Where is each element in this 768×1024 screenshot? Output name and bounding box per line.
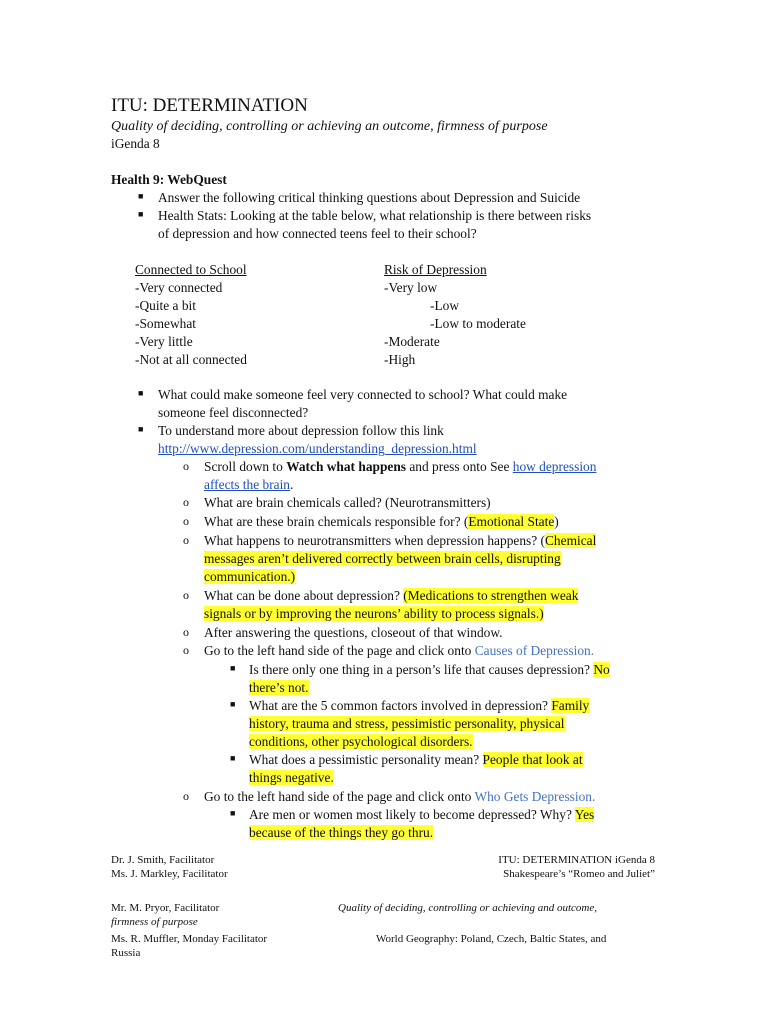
table-cell: -Low to moderate bbox=[430, 316, 526, 331]
question-connected: What could make someone feel very connected to school? What could make bbox=[158, 387, 568, 402]
sq-only-one-thing: Is there only one thing in a person’s life that causes depression? No bbox=[249, 662, 610, 677]
square-bullet-icon: ■ bbox=[230, 753, 236, 763]
sub-brain-chemicals: What are brain chemicals called? (Neurotransmitters) bbox=[204, 495, 491, 510]
footer-facilitator-3: Mr. M. Pryor, Facilitator bbox=[111, 902, 220, 914]
sub-neurotransmitters-cont2: communication.) bbox=[204, 569, 296, 584]
sq-pessimistic: What does a pessimistic personality mean? People that look at bbox=[249, 752, 583, 767]
square-bullet-icon: ■ bbox=[138, 209, 144, 219]
who-gets-link[interactable]: Who Gets Depression. bbox=[474, 789, 596, 804]
sub-who-gets: Go to the left hand side of the page and click onto Who Gets Depression. bbox=[204, 789, 596, 804]
section-heading: Health 9: WebQuest bbox=[111, 172, 227, 187]
sq-pessimistic-cont: things negative. bbox=[249, 770, 334, 785]
sq-only-one-thing-cont: there’s not. bbox=[249, 680, 309, 695]
sq-five-factors-cont: history, trauma and stress, pessimistic personality, physical bbox=[249, 716, 565, 731]
circle-bullet-icon: o bbox=[183, 495, 189, 509]
circle-bullet-icon: o bbox=[183, 459, 189, 473]
table-cell: -Not at all connected bbox=[135, 352, 247, 367]
igenda-label: iGenda 8 bbox=[111, 136, 160, 151]
circle-bullet-icon: o bbox=[183, 789, 189, 803]
circle-bullet-icon: o bbox=[183, 643, 189, 657]
depression-link[interactable]: http://www.depression.com/understanding_depression.html bbox=[158, 441, 477, 456]
bullet-health-stats: Health Stats: Looking at the table below, what relationship is there between risks bbox=[158, 208, 592, 223]
sq-men-women: Are men or women most likely to become depressed? Why? Yes bbox=[249, 807, 595, 822]
footer-russia: Russia bbox=[111, 947, 141, 959]
circle-bullet-icon: o bbox=[183, 625, 189, 639]
table-cell: -Low bbox=[430, 298, 460, 313]
sub-causes: Go to the left hand side of the page and click onto Causes of Depression. bbox=[204, 643, 595, 658]
brain-link[interactable]: how depression bbox=[512, 459, 597, 474]
brain-link-cont[interactable]: affects the brain bbox=[204, 477, 291, 492]
sq-five-factors-cont2: conditions, other psychological disorders. bbox=[249, 734, 473, 749]
sub-neurotransmitters-cont: messages aren’t delivered correctly between brain cells, disrupting bbox=[204, 551, 561, 566]
square-bullet-icon: ■ bbox=[230, 663, 236, 673]
footer-firmness: firmness of purpose bbox=[111, 916, 198, 928]
square-bullet-icon: ■ bbox=[138, 388, 144, 398]
square-bullet-icon: ■ bbox=[138, 424, 144, 434]
sub-scroll-down-cont: affects the brain. bbox=[204, 477, 294, 492]
footer-facilitator-1: Dr. J. Smith, Facilitator bbox=[111, 854, 215, 866]
causes-link[interactable]: Causes of Depression. bbox=[474, 643, 595, 658]
bullet-health-stats-cont: of depression and how connected teens feel to their school? bbox=[158, 226, 477, 241]
sub-what-done-cont: signals or by improving the neurons’ ability to process signals.) bbox=[204, 606, 544, 621]
page-title: ITU: DETERMINATION bbox=[111, 95, 308, 116]
sub-closeout: After answering the questions, closeout of that window. bbox=[204, 625, 503, 640]
table-cell: -Moderate bbox=[384, 334, 440, 349]
footer-shakespeare: Shakespeare’s “Romeo and Juliet” bbox=[503, 868, 655, 880]
footer-geography: World Geography: Poland, Czech, Baltic States, and bbox=[376, 933, 607, 945]
footer-facilitator-4: Ms. R. Muffler, Monday Facilitator bbox=[111, 933, 268, 945]
bullet-instructions: Answer the following critical thinking questions about Depression and Suicide bbox=[158, 190, 581, 205]
sq-men-women-cont: because of the things they go thru. bbox=[249, 825, 434, 840]
footer-quality: Quality of deciding, controlling or achieving and outcome, bbox=[338, 902, 597, 914]
footer-itu: ITU: DETERMINATION iGenda 8 bbox=[498, 854, 655, 866]
table-cell: -Somewhat bbox=[135, 316, 196, 331]
footer-facilitator-2: Ms. J. Markley, Facilitator bbox=[111, 868, 228, 880]
square-bullet-icon: ■ bbox=[230, 699, 236, 709]
col-header-risk: Risk of Depression bbox=[384, 262, 487, 277]
circle-bullet-icon: o bbox=[183, 588, 189, 602]
sub-neurotransmitters: What happens to neurotransmitters when depression happens? (Chemical bbox=[204, 533, 597, 548]
question-link-intro: To understand more about depression follow this link bbox=[158, 423, 444, 438]
square-bullet-icon: ■ bbox=[138, 191, 144, 201]
col-header-connected: Connected to School bbox=[135, 262, 247, 277]
question-connected-cont: someone feel disconnected? bbox=[158, 405, 309, 420]
sub-what-done: What can be done about depression? (Medications to strengthen weak bbox=[204, 588, 579, 603]
circle-bullet-icon: o bbox=[183, 514, 189, 528]
sub-scroll-down: Scroll down to Watch what happens and press onto See how depression bbox=[204, 459, 597, 474]
sq-five-factors: What are the 5 common factors involved in depression? Family bbox=[249, 698, 590, 713]
table-cell: -High bbox=[384, 352, 416, 367]
table-cell: -Quite a bit bbox=[135, 298, 196, 313]
table-cell: -Very connected bbox=[135, 280, 223, 295]
sub-responsible-for: What are these brain chemicals responsible for? (Emotional State) bbox=[204, 514, 559, 529]
table-cell: -Very little bbox=[135, 334, 193, 349]
square-bullet-icon: ■ bbox=[230, 808, 236, 818]
table-cell: -Very low bbox=[384, 280, 438, 295]
circle-bullet-icon: o bbox=[183, 533, 189, 547]
page-subtitle: Quality of deciding, controlling or achieving an outcome, firmness of purpose bbox=[111, 119, 548, 134]
